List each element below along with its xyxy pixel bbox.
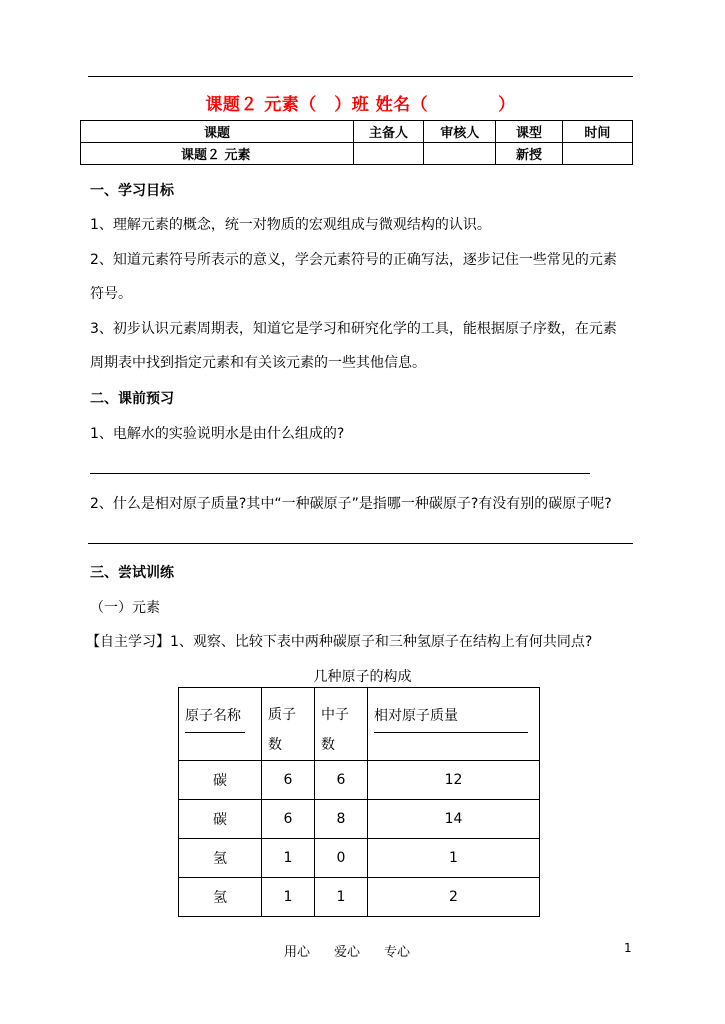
atom-header-name-text: 原子名称 [185, 700, 245, 733]
atom-protons-cell: 1 [262, 878, 315, 917]
footer-item-2: 爱心 [334, 945, 361, 960]
subsection-elements: （一）元素 [90, 600, 160, 616]
value-cell-reviewer [424, 143, 496, 165]
preview-question-1: 1、电解水的实验说明水是由什么组成的? [90, 426, 345, 442]
header-cell-preparer: 主备人 [353, 121, 423, 143]
goal-item-2-line-2: 符号。 [90, 286, 132, 302]
atom-header-name [179, 688, 262, 761]
atom-neutrons-cell: 1 [315, 878, 368, 917]
goal-item-3-line-2: 周期表中找到指定元素和有关该元素的一些其他信息。 [90, 355, 426, 371]
value-cell-lesson-type: 新授 [496, 143, 562, 165]
atom-header-protons-line-2: 数 [268, 737, 282, 753]
goal-item-2-line-1: 2、知道元素符号所表示的意义，学会元素符号的正确写法，逐步记住一些常见的元素 [90, 252, 617, 268]
preview-question-2: 2、什么是相对原子质量?其中“一种碳原子”是指哪一种碳原子?有没有别的碳原子呢? [90, 496, 612, 512]
value-cell-topic: 课题２ 元素 [81, 143, 354, 165]
atom-table-row [179, 761, 540, 800]
footer-item-3: 专心 [384, 945, 411, 960]
header-cell-lesson-type: 课型 [496, 121, 562, 143]
goal-item-3-line-1: 3、初步认识元素周期表，知道它是学习和研究化学的工具，能根据原子序数，在元素 [90, 321, 617, 337]
lesson-info-value-row [81, 143, 633, 165]
atom-table-header-row [179, 688, 540, 761]
page-number: 1 [624, 941, 632, 955]
atom-header-neutrons [315, 688, 368, 761]
header-cell-reviewer: 审核人 [424, 121, 496, 143]
section-heading-goals: 一、学习目标 [90, 183, 174, 199]
atom-mass-cell: 12 [368, 761, 540, 800]
atom-protons-cell: 1 [262, 839, 315, 878]
self-study-task: 【自主学习】1、观察、比较下表中两种碳原子和三种氢原子在结构上有何共同点? [86, 634, 593, 650]
atom-table-row [179, 800, 540, 839]
header-cell-topic: 课题 [81, 121, 354, 143]
atom-composition-table [178, 687, 540, 917]
atom-header-relative-mass [368, 688, 540, 761]
atom-name-cell: 氢 [179, 839, 262, 878]
answer-line-2 [88, 543, 633, 544]
atom-mass-cell: 14 [368, 800, 540, 839]
atom-mass-cell: 2 [368, 878, 540, 917]
table-caption: 几种原子的构成 [313, 669, 412, 685]
section-heading-practice: 三、尝试训练 [90, 565, 174, 581]
top-rule [88, 76, 633, 77]
lesson-info-header-row [81, 121, 633, 143]
atom-header-neutrons-line-1: 中子 [321, 707, 349, 723]
header-cell-time: 时间 [562, 121, 632, 143]
atom-header-protons [262, 688, 315, 761]
value-cell-time [562, 143, 632, 165]
page-title: 课题２ 元素（ ）班 姓名（ ） [205, 95, 516, 115]
atom-name-cell: 碳 [179, 761, 262, 800]
atom-neutrons-cell: 0 [315, 839, 368, 878]
lesson-info-table [80, 120, 633, 165]
atom-mass-cell: 1 [368, 839, 540, 878]
atom-header-neutrons-line-2: 数 [321, 737, 335, 753]
atom-neutrons-cell: 8 [315, 800, 368, 839]
goal-item-1: 1、理解元素的概念，统一对物质的宏观组成与微观结构的认识。 [90, 217, 491, 233]
value-cell-preparer [353, 143, 423, 165]
atom-header-relative-mass-text: 相对原子质量 [374, 700, 528, 733]
atom-neutrons-cell: 6 [315, 761, 368, 800]
atom-name-cell: 氢 [179, 878, 262, 917]
section-heading-preview: 二、课前预习 [90, 391, 174, 407]
atom-name-cell: 碳 [179, 800, 262, 839]
atom-table-row [179, 839, 540, 878]
footer-item-1: 用心 [284, 945, 311, 960]
atom-protons-cell: 6 [262, 761, 315, 800]
atom-table-row [179, 878, 540, 917]
atom-protons-cell: 6 [262, 800, 315, 839]
atom-header-protons-line-1: 质子 [268, 707, 296, 723]
answer-line-1 [90, 473, 590, 474]
